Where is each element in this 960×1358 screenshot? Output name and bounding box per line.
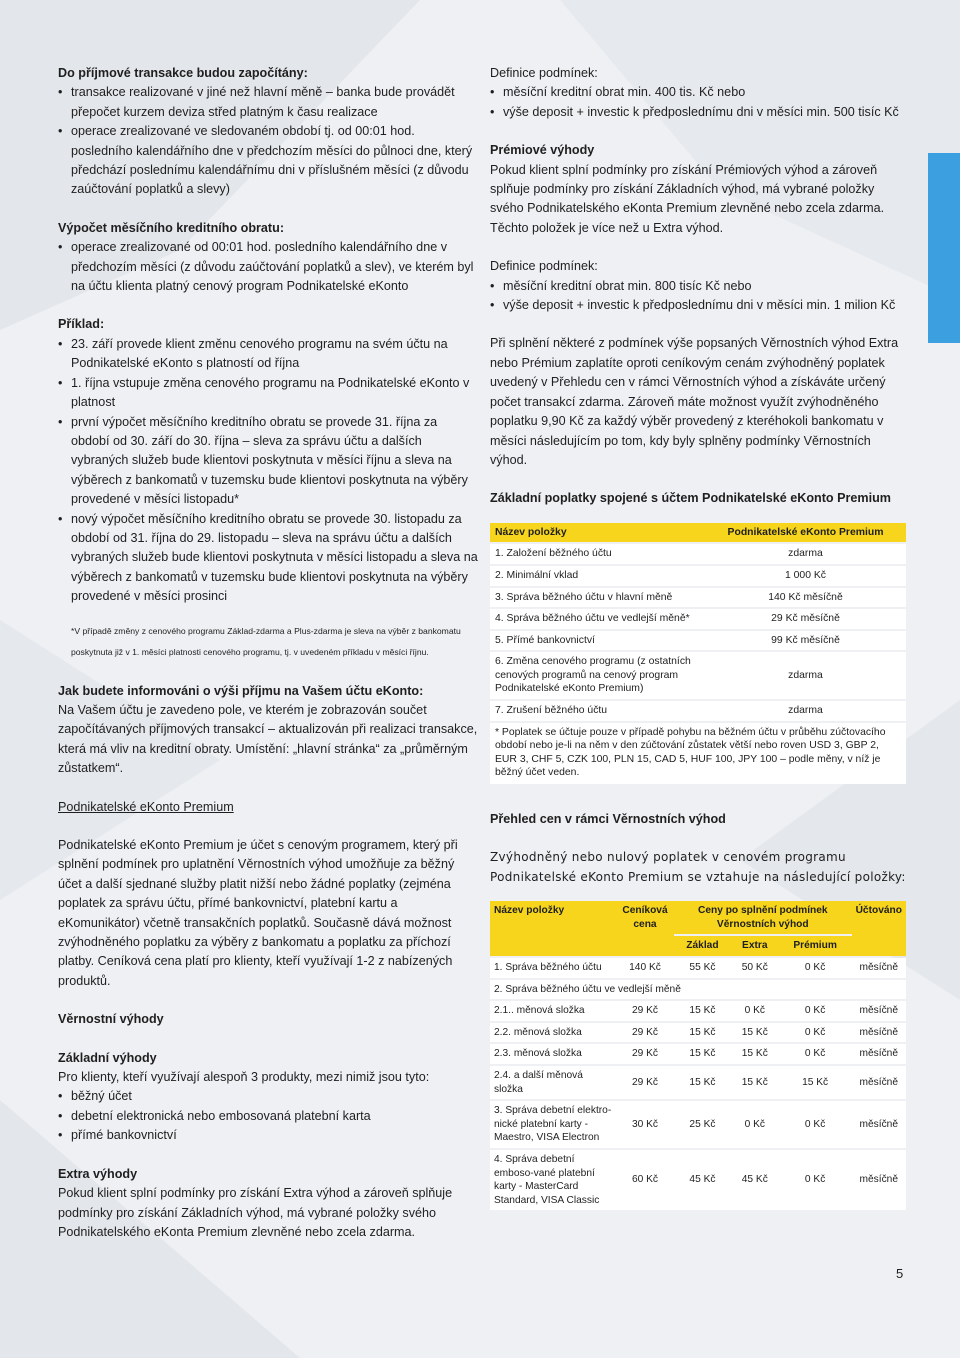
table-cell: 0 Kč xyxy=(779,958,852,978)
table-cell: 29 Kč xyxy=(616,1044,674,1064)
table-cell: 15 Kč xyxy=(674,1001,731,1021)
table-row xyxy=(490,1001,906,1021)
column-header: Název položky xyxy=(490,901,616,956)
table-row xyxy=(490,1101,906,1148)
bullet-list xyxy=(490,277,906,316)
table-footnote: * Poplatek se účtuje pouze v případě pohybu na běžném účtu v průběhu zúčtovacího období nebo je-li na něm v den zúčtování zůstatek větší nebo roven USD 3, GBP 2, EUR 3, CHF 5, CZK 100, PLN 15, CAD 5, HUF 100, JPY 100 – podle měny, v níž je běžný účet veden. xyxy=(490,723,906,784)
table-cell: 0 Kč xyxy=(779,1044,852,1064)
table-cell: 3. Správa běžného účtu v hlavní měně xyxy=(490,588,705,608)
table-row xyxy=(490,652,906,699)
table-row xyxy=(490,544,906,564)
table-cell: 15 Kč xyxy=(731,1023,779,1043)
column-header: Extra xyxy=(731,936,779,956)
list-item: • operace zrealizované od 00:01 hod. posledního kalendářního dne v předchozím měsíci (z důvodu zaúčtování poplatků a slev), ve kterém byl na účtu klienta platný cenový program Podnikatelské eKonto xyxy=(58,238,478,296)
column-header: Ceny po splnění podmínek Věrnostních výhod xyxy=(674,901,852,934)
paragraph: Pokud klient splní podmínky pro získání Extra výhod a zároveň splňuje podmínky pro získání Základních výhod, má vybrané položky svého Podnikatelského eKonta Premium zlevněné nebo zcela zdarma. xyxy=(58,1186,453,1239)
table-cell: 55 Kč xyxy=(674,958,731,978)
right-column xyxy=(490,64,906,1212)
table-cell: 1 000 Kč xyxy=(705,566,906,586)
list-item: • 1. října vstupuje změna cenového programu na Podnikatelské eKonto v platnost xyxy=(58,374,478,413)
list-item: • běžný účet xyxy=(58,1087,478,1106)
column-header: Název položky xyxy=(490,523,705,543)
table-cell: 60 Kč xyxy=(616,1150,674,1210)
page-number: 5 xyxy=(896,1266,904,1281)
table-row xyxy=(490,1044,906,1064)
list-item: • měsíční kreditní obrat min. 800 tisíc Kč nebo xyxy=(490,277,906,296)
table-cell: 2. Správa běžného účtu ve vedlejší měně xyxy=(490,980,906,1000)
table-cell: měsíčně xyxy=(852,1001,906,1021)
paragraph: Při splnění některé z podmínek výše popsaných Věrnostních výhod Extra nebo Prémium zaplatíte oproti ceníkovým cenám zvýhodněný poplatek uvedený v Přehledu cen v rámci Věrnostních výhod a získáváte určený počet transakcí zdarma. Zároveň máte možnost využít zvýhodněného poplatku 9,90 Kč za každý výběr provedený z kteréhokoli bankomatu v měsíci následujícím po tom, kdy byly splněny podmínky Věrnostních výhod. xyxy=(490,336,899,467)
heading: Definice podmínek: xyxy=(490,259,598,274)
list-item: • přímé bankovnictví xyxy=(58,1126,478,1145)
left-column xyxy=(58,64,478,1242)
column-header: Účtováno xyxy=(852,901,906,956)
blue-side-tab xyxy=(928,153,960,343)
list-item: • první výpočet měsíčního kreditního obratu se provede 31. října za období od 30. září do 30. října – sleva za správu účtu a dalších vybraných služeb bude klientovi poskytnuta v měsíci říjnu a sleva na výběrech z bankomatů v tuzemsku bude klientovi poskytnuta na výběry provedené v měsíci listopadu* xyxy=(58,413,478,510)
table-cell: 25 Kč xyxy=(674,1101,731,1148)
bullet-list xyxy=(58,83,478,199)
heading: Základní výhody xyxy=(58,1050,157,1065)
table-cell: 50 Kč xyxy=(731,958,779,978)
table-row xyxy=(490,701,906,721)
table-cell: 29 Kč xyxy=(616,1001,674,1021)
footnote: *V případě změny z cenového programu Základ-zdarma a Plus-zdarma je sleva na výběr z bankomatu poskytnuta již v 1. měsíci platnosti cenového programu, tj. v uvedeném příkladu v měsíci říjnu. xyxy=(71,625,461,657)
table-cell: 15 Kč xyxy=(779,1066,852,1099)
table-cell: 6. Změna cenového programu (z ostatních cenových programů na cenový program Podnikatelské eKonto Premium) xyxy=(490,652,705,699)
table-header-row xyxy=(490,523,906,543)
table-row xyxy=(490,1023,906,1043)
table-cell: 99 Kč měsíčně xyxy=(705,631,906,651)
table-cell: měsíčně xyxy=(852,1150,906,1210)
list-item: • debetní elektronická nebo embosovaná platební karta xyxy=(58,1107,478,1126)
table-cell: 3. Správa debetní elektro-nické platební karty - Maestro, VISA Electron xyxy=(490,1101,616,1148)
table-cell: měsíčně xyxy=(852,1101,906,1148)
section-title: Podnikatelské eKonto Premium xyxy=(58,799,234,814)
table-row xyxy=(490,631,906,651)
table-cell: 29 Kč měsíčně xyxy=(705,609,906,629)
table-cell: 2. Minimální vklad xyxy=(490,566,705,586)
heading: Prémiové výhody xyxy=(490,143,595,158)
table-cell: měsíčně xyxy=(852,1044,906,1064)
paragraph: Pro klienty, kteří využívají alespoň 3 produkty, mezi nimiž jsou tyto: xyxy=(58,1070,430,1085)
heading: Do příjmové transakce budou započítány: xyxy=(58,66,308,80)
bullet-list xyxy=(58,238,478,296)
heading: Příklad: xyxy=(58,317,105,332)
table-cell: 29 Kč xyxy=(616,1066,674,1099)
table-row xyxy=(490,980,906,1000)
table-cell: 1. Založení běžného účtu xyxy=(490,544,705,564)
table-title: Přehled cen v rámci Věrnostních výhod xyxy=(490,812,726,827)
table-cell: 2.3. měnová složka xyxy=(490,1044,616,1064)
list-item: • měsíční kreditní obrat min. 400 tis. Kč nebo xyxy=(490,83,906,102)
table-cell: 15 Kč xyxy=(731,1066,779,1099)
table-cell: 4. Správa běžného účtu ve vedlejší měně* xyxy=(490,609,705,629)
heading: Věrnostní výhody xyxy=(58,1012,164,1027)
table-cell: měsíčně xyxy=(852,1023,906,1043)
table-body xyxy=(490,958,906,1210)
column-header: Základ xyxy=(674,936,731,956)
loyalty-price-table xyxy=(490,899,906,1212)
table-row xyxy=(490,566,906,586)
table-cell: 45 Kč xyxy=(674,1150,731,1210)
table-cell: 0 Kč xyxy=(779,1150,852,1210)
paragraph: Na Vašem účtu je zavedeno pole, ve kterém je zobrazován součet započítávaných příjmových transakcí – aktualizován při realizaci transakce, která má vliv na kreditní obraty. Umístění: „hlavní stránka“ za „průměrným zůstatkem“. xyxy=(58,702,478,776)
bullet-list xyxy=(58,335,478,607)
table-cell: 0 Kč xyxy=(731,1101,779,1148)
paragraph: Pokud klient splní podmínky pro získání Prémiových výhod a zároveň splňuje podmínky pro získání Základních výhod, má vybrané položky svého Podnikatelského eKonta Premium zlevněné nebo zcela zdarma. Těchto položek je více než u Extra výhod. xyxy=(490,162,885,235)
table-cell: měsíčně xyxy=(852,958,906,978)
list-item: • transakce realizované v jiné než hlavní měně – banka bude provádět přepočet kurzem deviza střed platným k času realizace xyxy=(58,83,478,122)
heading: Definice podmínek: xyxy=(490,66,598,80)
heading: Jak budete informováni o výši příjmu na Vašem účtu eKonto: xyxy=(58,683,424,698)
table-cell: 7. Zrušení běžného účtu xyxy=(490,701,705,721)
table-row xyxy=(490,1066,906,1099)
table-cell: 5. Přímé bankovnictví xyxy=(490,631,705,651)
table-cell: 2.2. měnová složka xyxy=(490,1023,616,1043)
table-title: Základní poplatky spojené s účtem Podnikatelské eKonto Premium xyxy=(490,491,892,506)
table-cell: 45 Kč xyxy=(731,1150,779,1210)
table-cell: 140 Kč xyxy=(616,958,674,978)
column-header: Podnikatelské eKonto Premium xyxy=(705,523,906,543)
bullet-list xyxy=(58,1087,478,1145)
table-cell: 15 Kč xyxy=(674,1023,731,1043)
table-header-row xyxy=(490,901,906,934)
table-cell: 29 Kč xyxy=(616,1023,674,1043)
list-item: • výše deposit + investic k předposlednímu dni v měsíci min. 500 tisíc Kč xyxy=(490,103,906,122)
paragraph: Zvýhodněný nebo nulový poplatek v cenovém programu Podnikatelské eKonto Premium se vztahuje na následující položky: xyxy=(490,850,906,884)
table-cell: 2.1.. měnová složka xyxy=(490,1001,616,1021)
column-header: Ceníková cena xyxy=(616,901,674,956)
table-cell: 4. Správa debetní emboso-vané platební karty - MasterCard Standard, VISA Classic xyxy=(490,1150,616,1210)
table-cell: 30 Kč xyxy=(616,1101,674,1148)
table-cell: 15 Kč xyxy=(674,1066,731,1099)
bullet-list xyxy=(490,83,906,122)
table-cell: 15 Kč xyxy=(674,1044,731,1064)
table-cell: zdarma xyxy=(705,701,906,721)
paragraph: Podnikatelské eKonto Premium je účet s cenovým programem, který při splnění podmínek pro uplatnění Věrnostních výhod umožňuje za běžný účet a další sjednané služby platit nižší nebo žádné poplatky (zejména poplatek za správu účtu, přímé bankovnictví, platební kartu a eKomunikátor) včetně transakčních poplatků. Současně dává možnost zvýhodněného poplatku za výběry z bankomatu a poplatku za příchozí platby. Ceníková cena platí pro klienty, kteří využívají 1-2 z nabízených produktů. xyxy=(58,838,458,988)
list-item: • nový výpočet měsíčního kreditního obratu se provede 30. listopadu za období od 31. října do 29. listopadu – sleva na správu účtu a dalších vybraných služeb bude klientovi poskytnuta v měsíci listopadu a sleva na výběrech z bankomatů v tuzemsku bude klientovi poskytnuta na výběry provedené v měsíci prosinci xyxy=(58,510,478,607)
heading: Extra výhody xyxy=(58,1166,138,1181)
table-cell: 140 Kč měsíčně xyxy=(705,588,906,608)
table-cell: zdarma xyxy=(705,652,906,699)
table-row xyxy=(490,958,906,978)
fees-table xyxy=(490,521,906,723)
list-item: • výše deposit + investic k předposlednímu dni v měsíci min. 1 milion Kč xyxy=(490,296,906,315)
column-header: Prémium xyxy=(779,936,852,956)
table-cell: 15 Kč xyxy=(731,1044,779,1064)
heading: Výpočet měsíčního kreditního obratu: xyxy=(58,220,285,235)
table-cell: zdarma xyxy=(705,544,906,564)
table-cell: 2.4. a další měnová složka xyxy=(490,1066,616,1099)
table-row xyxy=(490,609,906,629)
table-cell: 0 Kč xyxy=(731,1001,779,1021)
list-item: • operace zrealizované ve sledovaném období tj. od 00:01 hod. posledního kalendářního dne v předchozím měsíci do půlnoci dne, který předchází poslednímu kalendářnímu dni v příslušném měsíci (z důvodu zaúčtování poplatků a slevy) xyxy=(58,122,478,200)
table-row xyxy=(490,1150,906,1210)
table-cell: 0 Kč xyxy=(779,1023,852,1043)
table-cell: měsíčně xyxy=(852,1066,906,1099)
table-cell: 1. Správa běžného účtu xyxy=(490,958,616,978)
table-cell: 0 Kč xyxy=(779,1001,852,1021)
table-row xyxy=(490,588,906,608)
table-cell: 0 Kč xyxy=(779,1101,852,1148)
list-item: • 23. září provede klient změnu cenového programu na svém účtu na Podnikatelské eKonto s platností od října xyxy=(58,335,478,374)
